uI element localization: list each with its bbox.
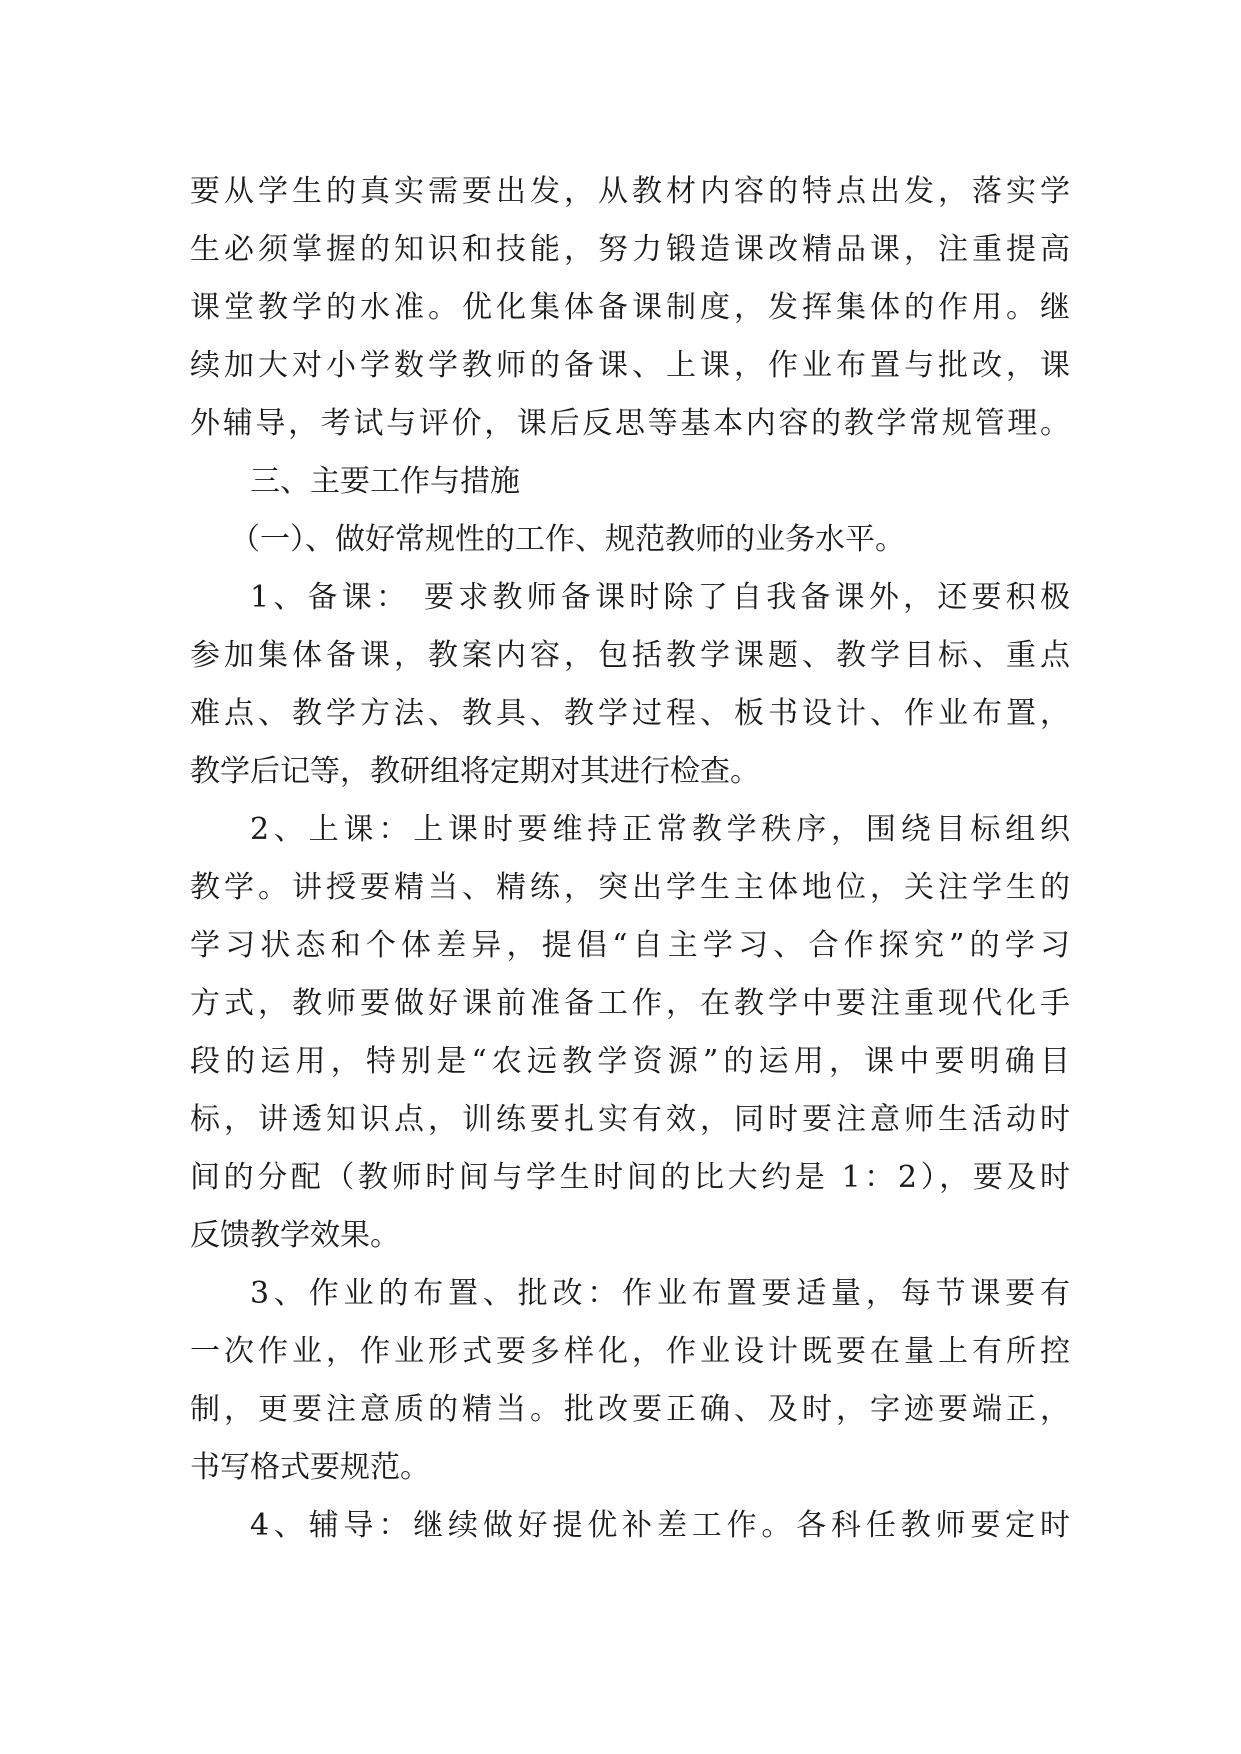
text-line: 反馈教学效果。 <box>190 1218 400 1253</box>
text-line: 生必须掌握的知识和技能，努力锻造课改精品课，注重提高 <box>190 232 1070 267</box>
paragraph-class-teaching <box>190 801 1070 1265</box>
text-line: 制，更要注意质的精当。批改要正确、及时，字迹要端正， <box>190 1392 1070 1427</box>
text-line: 参加集体备课，教案内容，包括教学课题、教学目标、重点 <box>190 638 1070 673</box>
text-line: 教学后记等，教研组将定期对其进行检查。 <box>190 754 760 789</box>
text-line: 方式，教师要做好课前准备工作，在教学中要注重现代化手 <box>190 986 1070 1021</box>
section-heading <box>190 453 1070 511</box>
text-line: 4、辅导：继续做好提优补差工作。各科任教师要定时 <box>250 1508 1070 1543</box>
subheading-text: （一）、做好常规性的工作、规范教师的业务水平。 <box>230 522 905 557</box>
text-line: 课堂教学的水准。优化集体备课制度，发挥集体的作用。继 <box>190 290 1070 325</box>
text-line: 段的运用，特别是“农远教学资源”的运用，课中要明确目 <box>190 1044 1070 1079</box>
paragraph-tutoring <box>190 1497 1070 1555</box>
text-line: 标，讲透知识点，训练要扎实有效，同时要注意师生活动时 <box>190 1102 1070 1137</box>
text-line: 2、上课：上课时要维持正常教学秩序，围绕目标组织 <box>250 812 1070 847</box>
text-line: 书写格式要规范。 <box>190 1450 430 1485</box>
text-line: 难点、教学方法、教具、教学过程、板书设计、作业布置， <box>190 696 1070 731</box>
paragraph-lesson-prep <box>190 569 1070 801</box>
text-line: 学习状态和个体差异，提倡“自主学习、合作探究”的学习 <box>190 928 1070 963</box>
text-line: 1、备课： 要求教师备课时除了自我备课外，还要积极 <box>250 580 1070 615</box>
paragraph-intro <box>190 163 1070 453</box>
text-line: 外辅导，考试与评价，课后反思等基本内容的教学常规管理。 <box>190 406 1070 441</box>
heading-text: 三、主要工作与措施 <box>250 464 520 499</box>
text-line: 3、作业的布置、批改：作业布置要适量，每节课要有 <box>250 1276 1070 1311</box>
text-line: 要从学生的真实需要出发，从教材内容的特点出发，落实学 <box>190 174 1070 209</box>
text-line: 续加大对小学数学教师的备课、上课，作业布置与批改，课 <box>190 348 1070 383</box>
text-line: 间的分配（教师时间与学生时间的比大约是 1：2），要及时 <box>190 1160 1070 1195</box>
text-line: 教学。讲授要精当、精练，突出学生主体地位，关注学生的 <box>190 870 1070 905</box>
subsection-heading <box>190 511 1070 569</box>
paragraph-homework <box>190 1265 1070 1497</box>
document-body <box>190 163 1070 1555</box>
text-line: 一次作业，作业形式要多样化，作业设计既要在量上有所控 <box>190 1334 1070 1369</box>
